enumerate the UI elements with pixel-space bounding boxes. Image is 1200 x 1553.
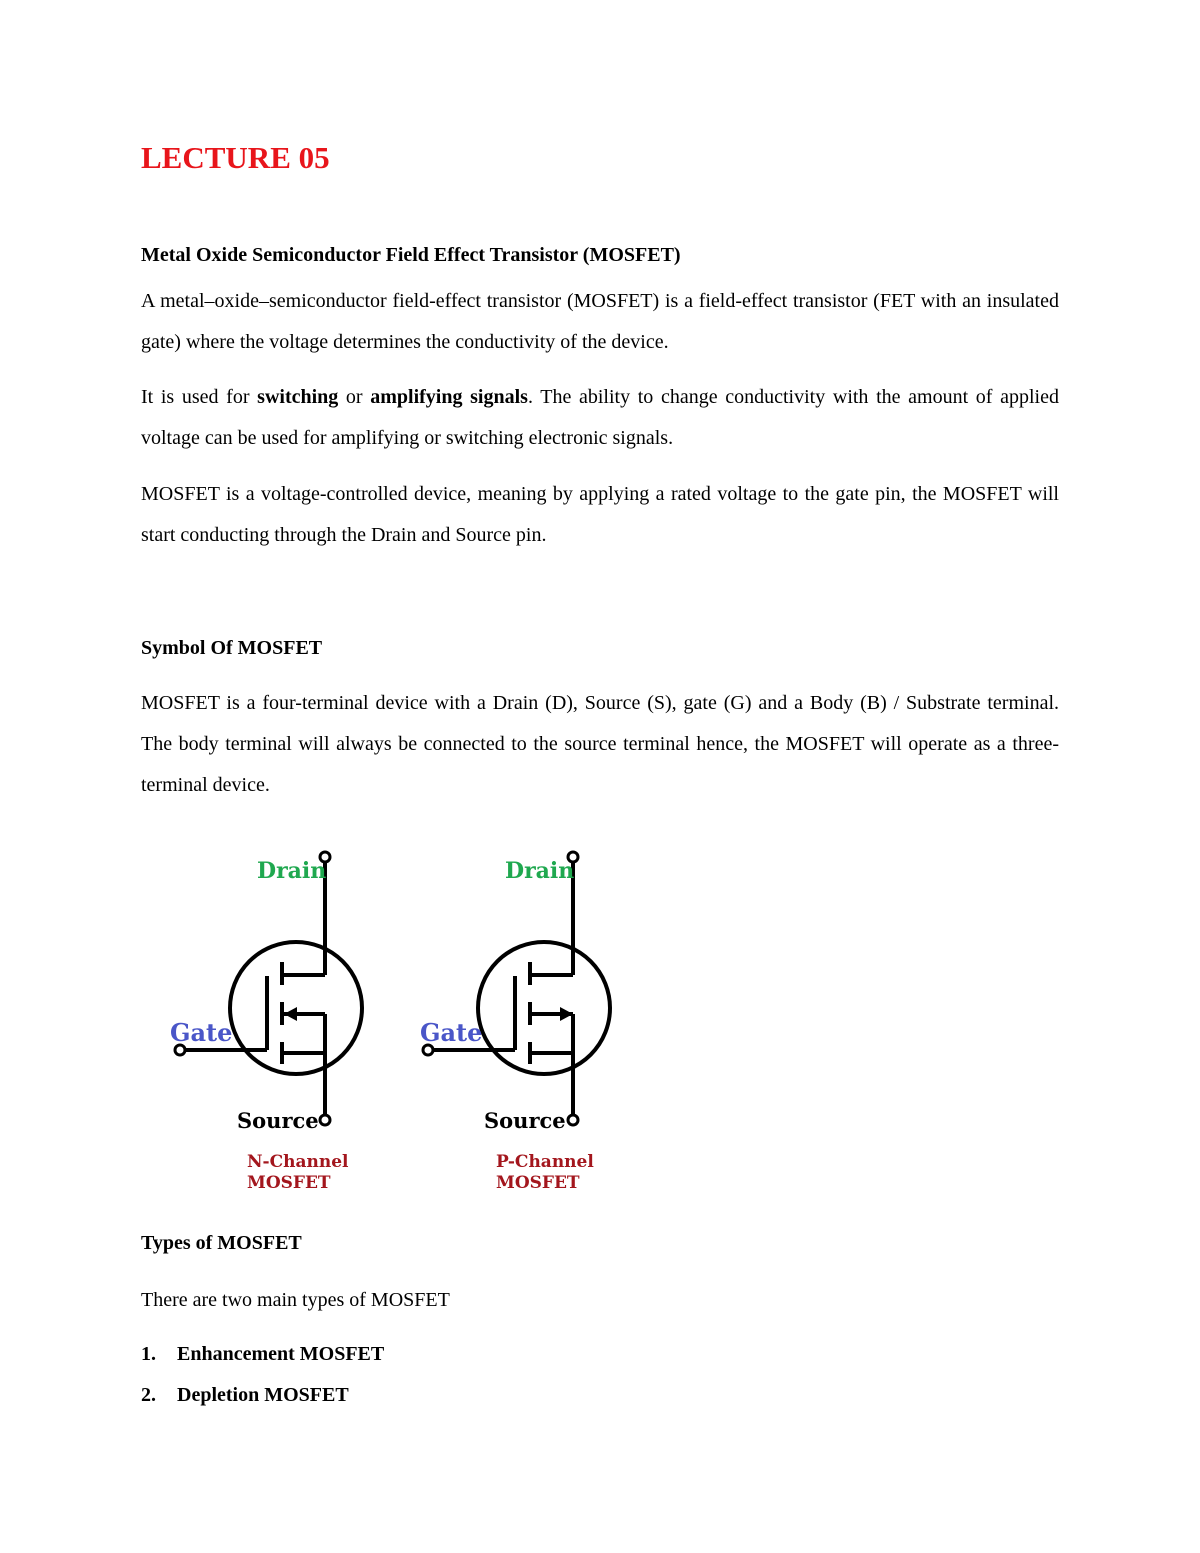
usage-bold-amplifying: amplifying signals [370, 386, 528, 408]
p-source-label: Source [484, 1108, 566, 1133]
section-heading-types: Types of MOSFET [141, 1232, 302, 1254]
n-channel-mosfet-symbol [175, 852, 362, 1125]
list-label: Depletion MOSFET [177, 1384, 349, 1406]
p-channel-caption-line2: MOSFET [496, 1173, 580, 1193]
list-item-enhancement [141, 1343, 384, 1366]
paragraph-voltage-controlled: MOSFET is a voltage-controlled device, meaning by applying a rated voltage to the gate pin, the MOSFET will start conducting through the Drain and Source pin. [141, 483, 1059, 546]
types-intro-text: There are two main types of MOSFET [141, 1289, 450, 1311]
paragraph-mosfet-definition: A metal–oxide–semiconductor field-effect transistor (MOSFET) is a field-effect transistor (FET with an insulated gate) where the voltage determines the conductivity of the device. [141, 290, 1059, 353]
usage-text-mid: or [338, 386, 371, 408]
p-channel-caption-line1: P-Channel [496, 1152, 594, 1172]
paragraph-mosfet-usage [141, 377, 1059, 459]
p-drain-label: Drain [505, 858, 575, 884]
usage-bold-switching: switching [257, 386, 339, 408]
n-channel-caption-line2: MOSFET [247, 1173, 331, 1193]
p-channel-mosfet-symbol [423, 852, 610, 1125]
usage-text-end: . The ability to change conductivity with the amount of applied voltage can be used for amplifying or switching electronic signals. [141, 386, 1059, 449]
list-item-depletion [141, 1384, 349, 1407]
n-channel-caption-line1: N-Channel [247, 1152, 349, 1172]
n-drain-label: Drain [257, 858, 327, 884]
n-source-label: Source [237, 1108, 319, 1133]
section-heading-mosfet: Metal Oxide Semiconductor Field Effect Transistor (MOSFET) [141, 244, 681, 266]
usage-text-start: It is used for [141, 386, 258, 408]
mosfet-symbols-diagram [160, 840, 620, 1200]
list-number: 1. [141, 1343, 156, 1365]
paragraph-four-terminal: MOSFET is a four-terminal device with a Drain (D), Source (S), gate (G) and a Body (B) / Substrate terminal. The body terminal will always be connected to the source terminal hence, the MOSFET will operate as a three-terminal device. [141, 692, 1059, 796]
p-gate-label: Gate [420, 1018, 483, 1047]
list-number: 2. [141, 1384, 156, 1406]
n-gate-label: Gate [170, 1018, 233, 1047]
lecture-title: LECTURE 05 [141, 140, 330, 175]
list-label: Enhancement MOSFET [177, 1343, 385, 1365]
section-heading-symbol: Symbol Of MOSFET [141, 637, 323, 659]
